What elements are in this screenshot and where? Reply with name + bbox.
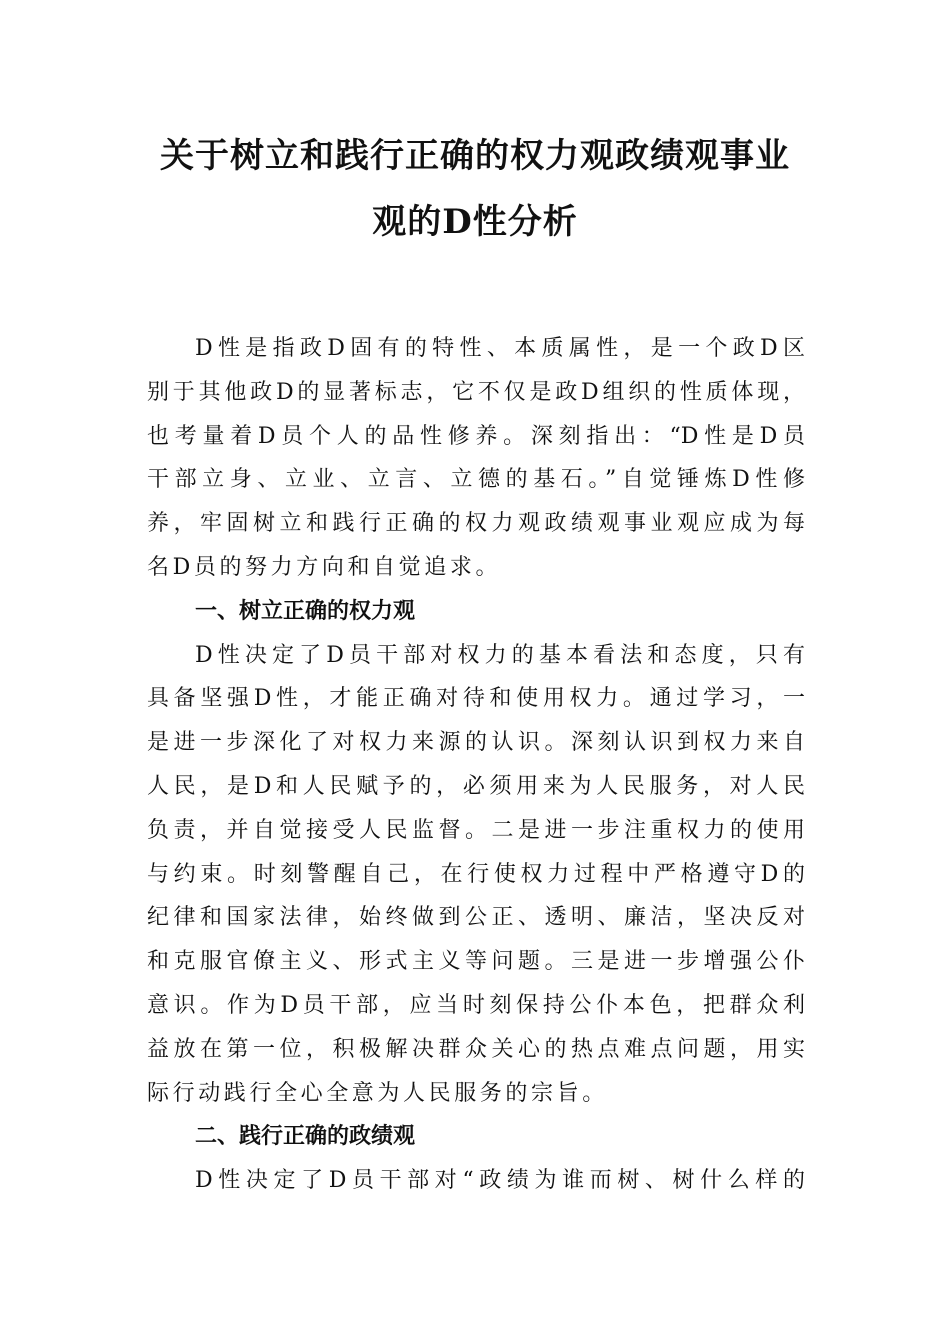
section-heading-1: 一、树立正确的权力观 (195, 598, 416, 624)
paragraph-line: 和克服官僚主义、形式主义等问题。三是进一步增强公仆 (147, 949, 805, 975)
document-title-line-1: 关于树立和践行正确的权力观政绩观事业 (160, 136, 790, 176)
paragraph-line: 纪律和国家法律，始终做到公正、透明、廉洁，坚决反对 (147, 905, 805, 931)
paragraph-line: D性决定了D员干部对“政绩为谁而树、树什么样的 (195, 1168, 805, 1194)
document-body (147, 331, 805, 1207)
paragraph-line: 际行动践行全心全意为人民服务的宗旨。 (147, 1080, 608, 1106)
paragraph-line: 也考量着D员个人的品性修养。深刻指出：“D性是D员 (147, 423, 805, 449)
paragraph-line: 养，牢固树立和践行正确的权力观政绩观事业观应成为每 (147, 511, 805, 537)
paragraph-line: D性是指政D固有的特性、本质属性，是一个政D区 (195, 336, 805, 361)
paragraph-line: D性决定了D员干部对权力的基本看法和态度，只有 (195, 642, 805, 668)
document-title-line-2: 观的D性分析 (372, 202, 578, 242)
paragraph-line: 与约束。时刻警醒自己，在行使权力过程中严格遵守D的 (147, 861, 805, 887)
paragraph-line: 是进一步深化了对权力来源的认识。深刻认识到权力来自 (147, 730, 805, 756)
paragraph-line: 益放在第一位，积极解决群众关心的热点难点问题，用实 (147, 1036, 805, 1062)
paragraph-line: 意识。作为D员干部，应当时刻保持公仆本色，把群众利 (147, 992, 805, 1018)
paragraph-line: 负责，并自觉接受人民监督。二是进一步注重权力的使用 (147, 817, 805, 843)
paragraph-line: 别于其他政D的显著标志，它不仅是政D组织的性质体现， (147, 379, 805, 405)
paragraph-line: 人民，是D和人民赋予的，必须用来为人民服务，对人民 (147, 773, 805, 799)
paragraph-line: 干部立身、立业、立言、立德的基石。”自觉锤炼D性修 (147, 467, 805, 493)
paragraph-line: 名D员的努力方向和自觉追求。 (147, 554, 502, 580)
section-heading-2: 二、践行正确的政绩观 (195, 1124, 416, 1150)
paragraph-line: 具备坚强D性，才能正确对待和使用权力。通过学习，一 (147, 686, 805, 712)
